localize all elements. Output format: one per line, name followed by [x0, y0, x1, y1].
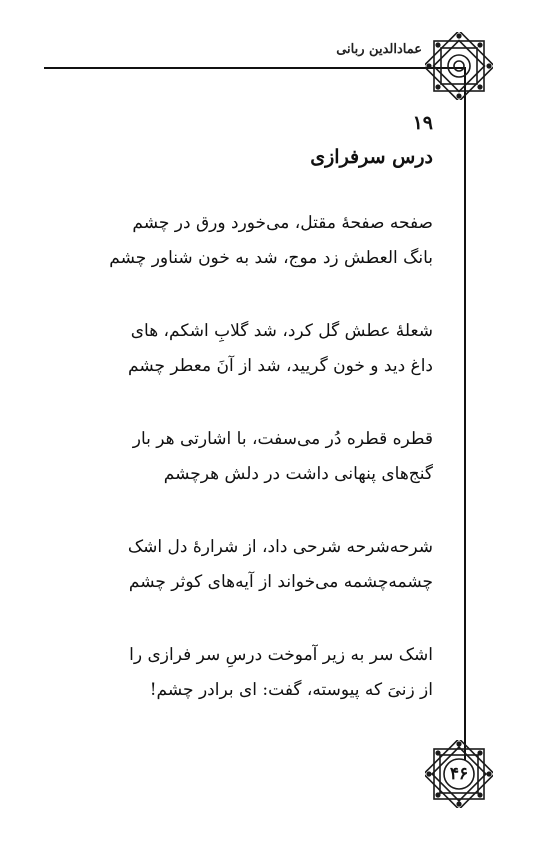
stanza	[103, 530, 433, 600]
running-head: عمادالدین ربانی	[336, 42, 422, 57]
poem-number: ۱۹	[412, 112, 433, 134]
margin-rule	[464, 67, 466, 779]
verse-line: صفحه صفحهٔ مقتل، می‌خورد ورق در چشم	[132, 213, 433, 233]
stanza	[103, 422, 433, 492]
poem-body	[103, 206, 433, 746]
verse-line: از زنیَ که پیوسته، گفت: ای برادر چشم!	[149, 680, 433, 700]
verse-line: شعلهٔ عطش گل کرد، شد گلابِ اشکم، های	[130, 321, 433, 341]
verse-line: شرحه‌شرحه شرحی داد، از شرارهٔ دل اشک	[127, 537, 433, 557]
verse-line: چشمه‌چشمه می‌خواند از آیه‌های کوثر چشم	[128, 572, 433, 592]
header-rule	[44, 67, 464, 69]
stanza	[103, 206, 433, 276]
page-number: ۴۶	[449, 764, 469, 784]
verse-line: داغ دید و خون گریید، شد از آنَ معطر چشم	[128, 356, 433, 376]
stanza	[103, 314, 433, 384]
poem-title: درس سرفرازی	[310, 146, 433, 168]
verse-line: گنج‌های پنهانی داشت در دلش هرچشم	[163, 464, 433, 484]
verse-line: بانگ العطش زد موج، شد به خون شناور چشم	[109, 248, 433, 268]
verse-line: قطره قطره دُر می‌سفت، با اشارتی هر بار	[132, 429, 433, 449]
rosette-ornament-icon	[425, 32, 493, 100]
verse-line: اشک سر به زیر آموخت درسِ سر فرازی را	[129, 645, 433, 665]
stanza	[103, 638, 433, 708]
